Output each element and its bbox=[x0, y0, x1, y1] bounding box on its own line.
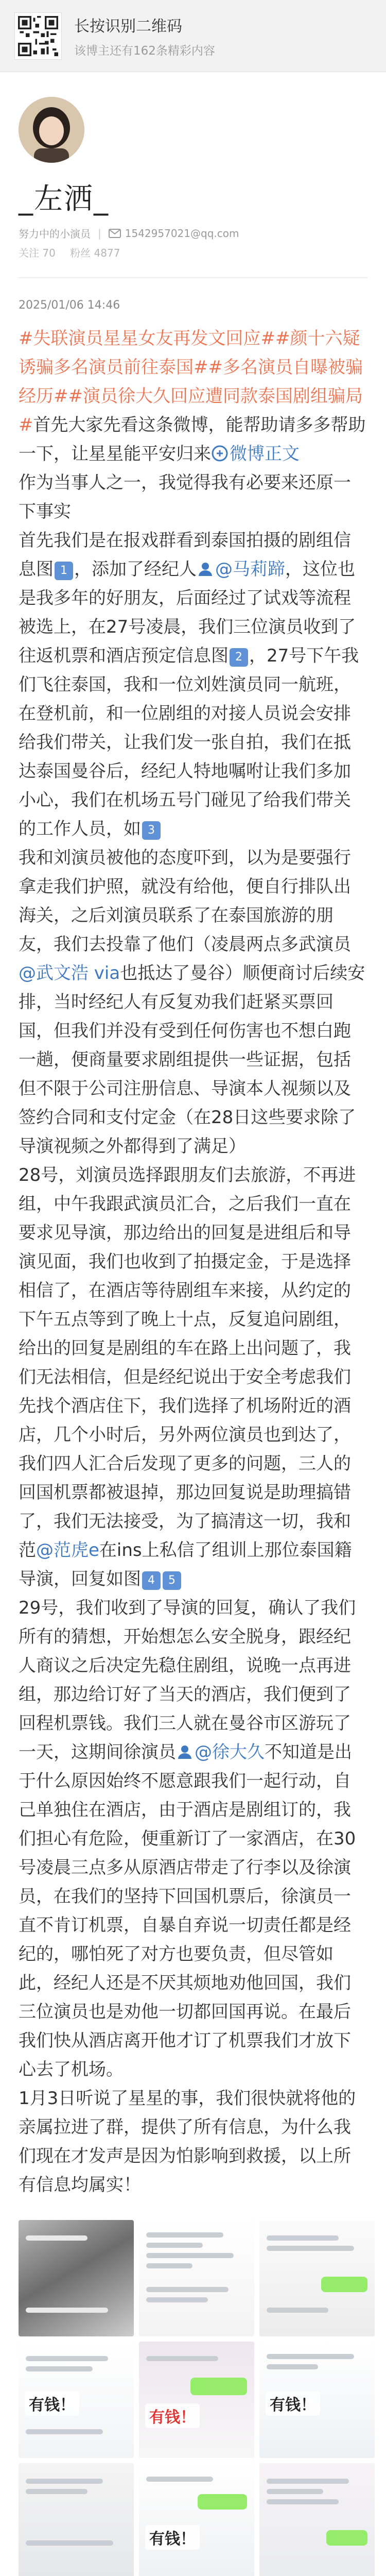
post-photo[interactable] bbox=[259, 2342, 375, 2458]
user-name: _左洒_ bbox=[19, 182, 109, 216]
photo-caption: 有钱！ bbox=[145, 2525, 200, 2550]
paragraph-text: 我和刘演员被他的态度吓到，以为是要强行拿走我们护照，就没有给他，便自行排队出海关，之后刘演员联系了在泰国旅游的朋友，我们去投靠了他们（凌晨两点多武演员 bbox=[19, 848, 351, 955]
post-date: 2025/01/06 14:46 bbox=[19, 299, 120, 312]
post-photo[interactable] bbox=[19, 2220, 134, 2336]
number-badge-3: 3 bbox=[142, 821, 161, 840]
post-paragraph bbox=[19, 526, 367, 843]
link-icon bbox=[211, 445, 229, 462]
wu-mention-link[interactable]: @武文浩 via bbox=[19, 963, 120, 984]
post-paragraph bbox=[19, 468, 367, 526]
profile-meta bbox=[19, 226, 367, 241]
user-email: 1542957021@qq.com bbox=[125, 227, 239, 240]
number-badge-4: 4 bbox=[142, 1571, 161, 1590]
agent-mention-link[interactable]: @马莉蹄 bbox=[215, 559, 285, 580]
banner-title: 长按识别二维码 bbox=[74, 18, 182, 36]
photo-grid bbox=[0, 2220, 386, 2576]
post-paragraph bbox=[19, 1594, 367, 2084]
post-body bbox=[0, 312, 386, 2199]
post-photo[interactable] bbox=[259, 2463, 375, 2576]
profile-stats bbox=[19, 245, 367, 260]
fan-mention-link[interactable]: @范虎e bbox=[36, 1540, 99, 1561]
post-photo[interactable] bbox=[139, 2342, 254, 2458]
fans-count[interactable]: 粉丝 4877 bbox=[70, 247, 120, 259]
post-paragraph bbox=[19, 2084, 367, 2199]
user-role: 努力中的小演员 bbox=[19, 228, 91, 240]
paragraph-text: ，这位也是我多年的好朋友，后面经过了试戏等流程被选上，在27号凌晨，我们三位演员收到了往返机票和酒店预定信息图 bbox=[19, 559, 356, 666]
user-link-icon bbox=[176, 1743, 194, 1760]
post-photo[interactable] bbox=[19, 2463, 134, 2576]
post-photo[interactable] bbox=[139, 2463, 254, 2576]
post-paragraph bbox=[19, 1161, 367, 1594]
post-photo[interactable] bbox=[139, 2220, 254, 2336]
qr-banner[interactable] bbox=[0, 0, 386, 72]
avatar[interactable] bbox=[19, 97, 84, 163]
meta-separator: | bbox=[98, 227, 101, 240]
photo-caption: 有钱！ bbox=[145, 2403, 200, 2428]
post-paragraph bbox=[19, 843, 367, 1161]
paragraph-text: 28号，刘演员选择跟朋友们去旅游，不再进组，中午我跟武演员汇合，之后我们一直在要求见导演，那边给出的回复是进组后和导演见面，我们也收到了拍摄定金，于是选择相信了，在酒店等待剧组车来接，从约定的下午五点等到了晚上十点，反复追问剧组，给出的回复是剧组的车在路上出问题了，我们无法相信，但是经纪说出于安全考虑我们先找个酒店住下，我们选择了机场附近的酒店，几个小时后，另外两位演员也到达了，我们四人汇合后发现了更多的问题，三人的回国机票都被退掉，那边回复说是助理搞错了，我们无法接受，为了搞清这一切，我和范 bbox=[19, 1165, 356, 1561]
paragraph-text: 1月3日听说了星星的事，我们很快就将他的亲属拉进了群，提供了所有信息，为什么我们现在才发声是因为怕影响到救援，以上所有信息均属实！ bbox=[19, 2088, 356, 2195]
profile-section bbox=[0, 72, 386, 260]
paragraph-text: 在ins上私信了组训上那位泰国籍导演，回复如图 bbox=[19, 1540, 352, 1589]
paragraph-text: ，添加了经纪人 bbox=[74, 559, 197, 580]
qr-code-icon bbox=[14, 12, 62, 60]
banner-subtitle: 该博主还有162条精彩内容 bbox=[74, 44, 215, 58]
photo-caption: 有钱！ bbox=[266, 2391, 320, 2416]
post-photo[interactable] bbox=[259, 2220, 375, 2336]
post-paragraph bbox=[19, 324, 367, 468]
paragraph-text: 29号，我们收到了导演的回复，确认了我们所有的猜想，开始想怎么安全脱身，跟经纪人商议之后决定先稳住剧组，说晚一点再进组，那边给订好了当天的酒店，我们便到了回程机票钱。我们三人就在曼谷市区游玩了一天，这期间徐演员 bbox=[19, 1598, 356, 1762]
xu-mention-link[interactable]: @徐大久 bbox=[195, 1742, 265, 1762]
paragraph-text: ，27号下午我们飞往泰国，我和一位刘姓演员同一航班，在登机前，和一位剧组的对接人员说会安排给我们带关，让我们发一张自拍，我们在抵达泰国曼谷后，经纪人特地嘱咐让我们多加小心，我们在机场五号门碰见了给我们带关的工作人员，如 bbox=[19, 646, 359, 839]
paragraph-text: 作为当事人之一，我觉得我有必要来还原一下事实 bbox=[19, 472, 351, 522]
post-photo[interactable] bbox=[19, 2342, 134, 2458]
paragraph-text: 也抵达了曼谷）顺便商讨后续安排，当时经纪人有反复劝我们赶紧买票回国，但我们并没有受到任何伤害也不想白跑一趟，便商量要求剧组提供一些证据，包括但不限于公司注册信息、导演本人视频以及签约合同和支付定金（在28日这些要求除了导演视频之外都得到了满足） bbox=[19, 963, 365, 1157]
user-link-icon bbox=[197, 560, 214, 578]
number-badge-5: 5 bbox=[163, 1571, 181, 1590]
hashtag-list[interactable]: #失联演员星星女友再发文回应##颜十六疑诱骗多名演员前往泰国##多名演员自曝被骗经历##演员徐大久回应遭同款泰国剧组骗局# bbox=[19, 328, 363, 435]
photo-caption: 有钱！ bbox=[25, 2391, 79, 2416]
number-badge-1: 1 bbox=[55, 562, 73, 580]
follow-count[interactable]: 关注 70 bbox=[19, 247, 56, 259]
weibo-text-link[interactable]: 微博正文 bbox=[230, 444, 300, 464]
paragraph-text: 不知道是出于什么原因始终不愿意跟我们一起行动，自己单独住在酒店，由于酒店是剧组订的，我们担心有危险，便重新订了一家酒店，在30号凌晨三点多从原酒店带走了行李以及徐演员，在我们的坚持下回国机票后，徐演员一直不肯订机票，自暴自弃说一切责任都是经纪的，哪怕死了对方也要负责，但尽管如此，经纪人还是不厌其烦地劝他回国，我们三位演员也是劝他一切都回国再说。在最后我们快从酒店离开他才订了机票我们才放下心去了机场。 bbox=[19, 1742, 356, 2080]
paragraph-text: 首先我们是在报戏群看到泰国拍摄的剧组信息图 bbox=[19, 530, 351, 580]
post-intro: 首先大家先看这条微博，能帮助请多多帮助一下，让星星能平安归来 bbox=[19, 415, 366, 464]
number-badge-2: 2 bbox=[230, 648, 248, 667]
mail-icon bbox=[109, 229, 121, 238]
